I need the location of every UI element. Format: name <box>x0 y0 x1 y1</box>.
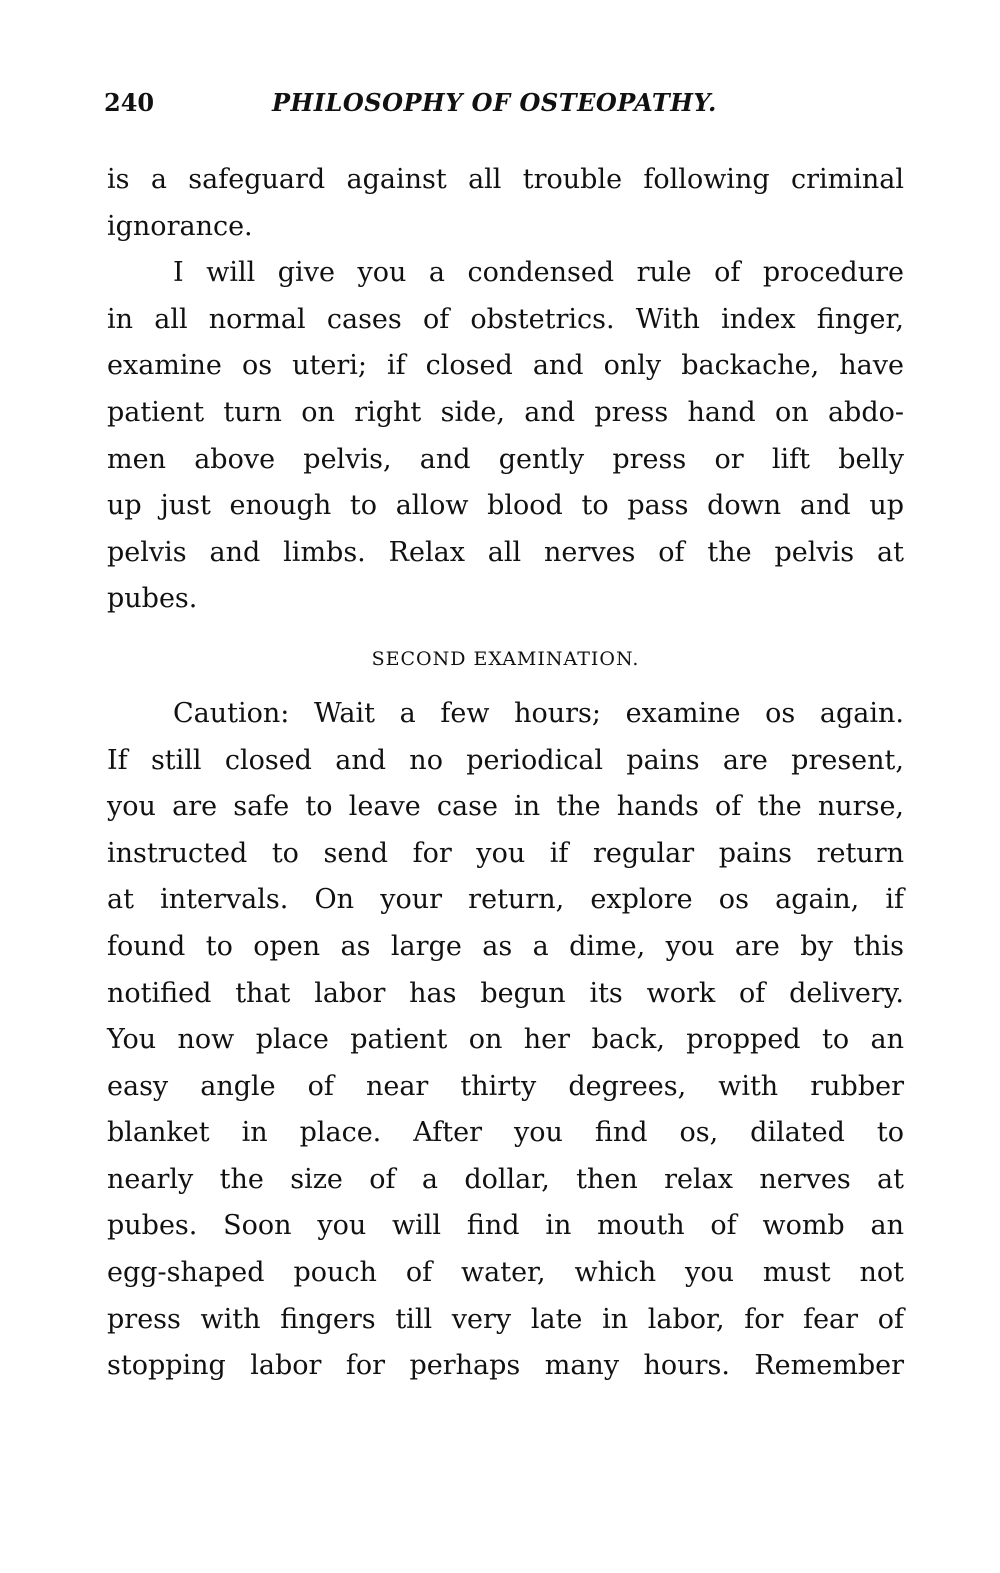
page-body <box>107 157 904 1390</box>
text-line: at intervals. On your return, explore os again, if <box>107 884 904 916</box>
text-line: I will give you a condensed rule of procedure <box>173 257 904 289</box>
text-line: easy angle of near thirty degrees, with rubber <box>107 1070 904 1102</box>
text-line: egg-shaped pouch of water, which you must not <box>107 1257 904 1289</box>
text-line: is a safeguard against all trouble following criminal <box>107 164 904 195</box>
text-line: in all normal cases of obstetrics. With index finger, <box>107 303 904 335</box>
text-line: pubes. <box>107 583 198 615</box>
text-line: examine os uteri; if closed and only backache, have <box>107 350 904 382</box>
text-line: men above pelvis, and gently press or lift belly <box>107 443 904 475</box>
paragraph <box>107 157 904 250</box>
text-line: you are safe to leave case in the hands of the nurse, <box>107 791 904 823</box>
text-line: found to open as large as a dime, you are by this <box>107 930 904 962</box>
running-title: PHILOSOPHY OF OSTEOPATHY. <box>272 88 717 117</box>
text-line: press with fingers till very late in labor, for fear of <box>107 1303 904 1335</box>
text-line: Caution: Wait a few hours; examine os again. <box>173 697 904 729</box>
running-header <box>104 88 904 124</box>
section-heading: SECOND EXAMINATION. <box>371 647 640 670</box>
paragraph <box>107 691 904 1390</box>
text-line: stopping labor for perhaps many hours. Remember <box>107 1350 904 1382</box>
paragraph <box>107 250 904 623</box>
text-line: pelvis and limbs. Relax all nerves of the pelvis at <box>107 536 904 568</box>
text-line: up just enough to allow blood to pass down and up <box>107 490 904 522</box>
text-line: pubes. Soon you will find in mouth of womb an <box>107 1210 904 1242</box>
text-line: blanket in place. After you find os, dilated to <box>107 1117 904 1149</box>
text-line: instructed to send for you if regular pains return <box>107 837 904 869</box>
text-line: nearly the size of a dollar, then relax nerves at <box>107 1163 904 1195</box>
text-line: If still closed and no periodical pains are present, <box>107 744 904 776</box>
page-number: 240 <box>104 88 155 117</box>
text-line: patient turn on right side, and press hand on abdo- <box>107 396 904 428</box>
text-line: ignorance. <box>107 210 253 242</box>
text-line: You now place patient on her back, propped to an <box>107 1024 904 1056</box>
text-line: notified that labor has begun its work of delivery. <box>107 977 904 1009</box>
